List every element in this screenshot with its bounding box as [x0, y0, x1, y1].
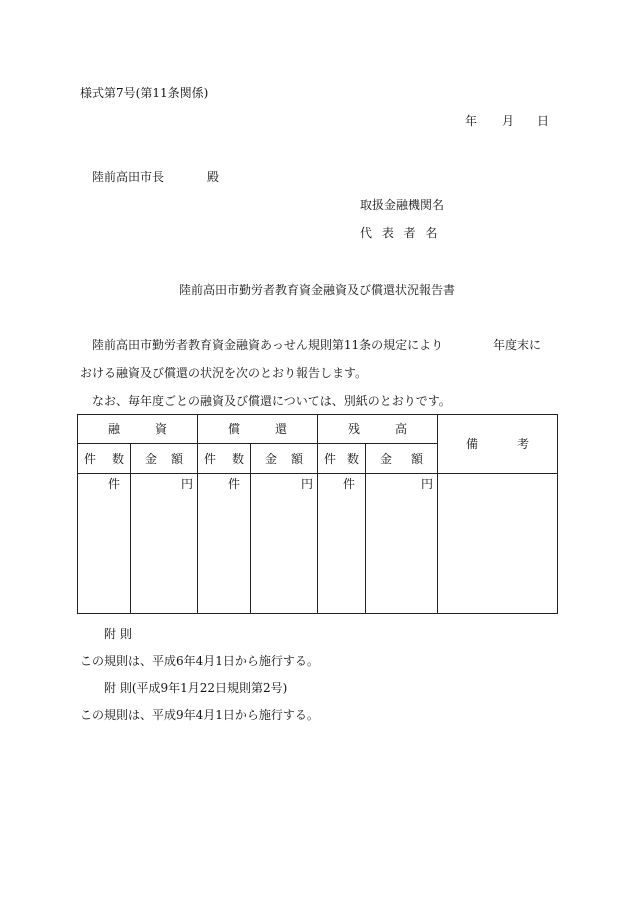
supplementary-text-1: この規則は、平成6年4月1日から施行する。	[80, 654, 319, 668]
cell-amount-balance: 円	[366, 474, 438, 614]
cell-amount-loan: 円	[131, 474, 198, 614]
body-line-1a: 陸前高田市勤労者教育資金融資あっせん規則第11条の規定により	[92, 338, 444, 352]
header-loan: 融 資	[78, 415, 198, 444]
body-line-3: なお、毎年度ごとの融資及び償還については、別紙のとおりです。	[92, 394, 451, 408]
body-line-1b: 年度末に	[493, 338, 542, 352]
header-balance: 残 高	[318, 415, 438, 444]
form-number: 様式第7号(第11条関係)	[80, 86, 209, 100]
sub-amount-repayment: 金 額	[251, 444, 318, 474]
sender-institution: 取扱金融機関名	[360, 198, 445, 212]
cell-count-repayment: 件	[198, 474, 251, 614]
sub-count-balance: 件 数	[318, 444, 366, 474]
sender-representative: 代 表 者 名	[360, 226, 441, 240]
supplementary-heading-1: 附 則	[104, 627, 132, 641]
addressee-name: 陸前高田市長	[92, 170, 165, 184]
sub-count-loan: 件 数	[78, 444, 131, 474]
sub-amount-loan: 金 額	[131, 444, 198, 474]
date-year: 年	[465, 114, 478, 128]
header-repayment: 償 還	[198, 415, 318, 444]
sub-amount-balance: 金 額	[366, 444, 438, 474]
cell-count-loan: 件	[78, 474, 131, 614]
body-line-2: おける融資及び償還の状況を次のとおり報告します。	[80, 366, 368, 380]
cell-remarks	[438, 474, 558, 614]
document-title: 陸前高田市勤労者教育資金融資及び償還状況報告書	[179, 283, 456, 297]
addressee-honorific: 殿	[207, 170, 220, 184]
supplementary-heading-2: 附 則(平成9年1月22日規則第2号)	[104, 681, 288, 695]
date-month: 月	[502, 114, 515, 128]
cell-amount-repayment: 円	[251, 474, 318, 614]
header-remarks: 備 考	[438, 415, 558, 474]
sub-count-repayment: 件 数	[198, 444, 251, 474]
supplementary-text-2: この規則は、平成9年4月1日から施行する。	[80, 708, 319, 722]
date-day: 日	[537, 114, 550, 128]
status-table	[77, 414, 558, 614]
cell-count-balance: 件	[318, 474, 366, 614]
